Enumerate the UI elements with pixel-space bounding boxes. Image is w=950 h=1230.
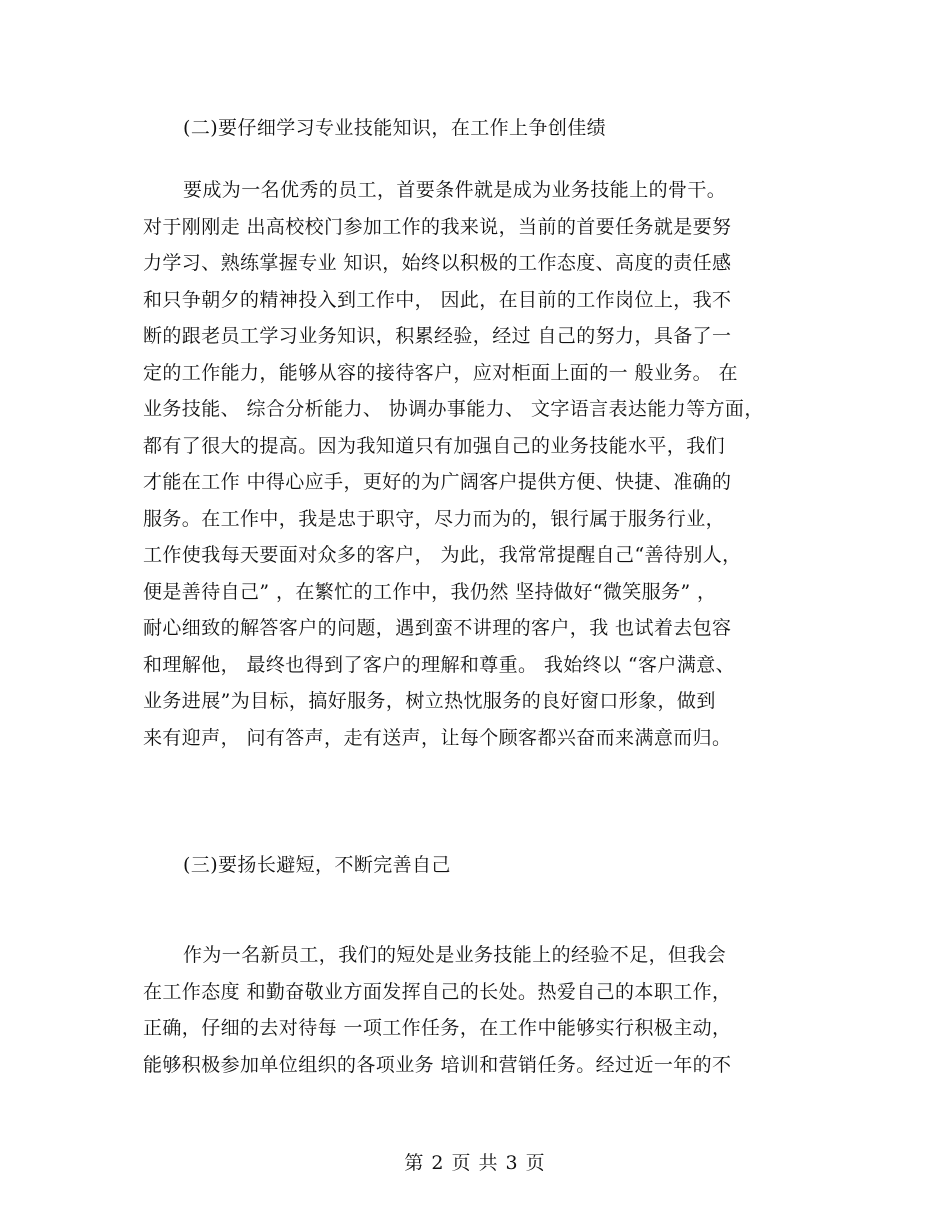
paragraph-line: 在工作态度 和勤奋敬业方面发挥自己的长处。热爱自己的本职工作， <box>143 980 732 1003</box>
section-heading-3: (三)要扬长避短，不断完善自己 <box>183 854 451 876</box>
paragraph-line: 能够积极参加单位组织的各项业务 培训和营销任务。经过近一年的不 <box>143 1053 732 1076</box>
paragraph-line: 对于刚刚走 出高校校门参加工作的我来说，当前的首要任务就是要努 <box>143 215 732 238</box>
paragraph-line: 工作使我每天要面对众多的客户， 为此，我常常提醒自己“善待别人， <box>143 544 742 566</box>
paragraph-line: 便是善待自己” ，在繁忙的工作中，我仍然 坚持做好“微笑服务” ， <box>143 580 717 603</box>
paragraph-line: 作为一名新员工，我们的短处是业务技能上的经验不足，但我会 <box>183 944 727 966</box>
paragraph-line: 业务技能、 综合分析能力、 协调办事能力、 文字语言表达能力等方面， <box>143 398 764 420</box>
page-number-label: 第 2 页 共 3 页 <box>404 1152 546 1174</box>
paragraph-line: 正确，仔细的去对待每 一项工作任务，在工作中能够实行积极主动， <box>143 1017 732 1039</box>
paragraph-line: 断的跟老员工学习业务知识，积累经验，经过 自己的努力，具备了一 <box>143 325 732 347</box>
paragraph-line: 都有了很大的提高。因为我知道只有加强自己的业务技能水平，我们 <box>143 434 726 457</box>
paragraph-line: 和只争朝夕的精神投入到工作中， 因此，在目前的工作岗位上，我不 <box>143 288 732 311</box>
paragraph-line: 来有迎声， 问有答声，走有送声，让每个顾客都兴奋而来满意而归。 <box>143 726 732 749</box>
paragraph-line: 才能在工作 中得心应手，更好的为广阔客户提供方便、快捷、准确的 <box>143 471 732 493</box>
section-heading-2: (二)要仔细学习专业技能知识，在工作上争创佳绩 <box>183 117 607 139</box>
paragraph-line: 力学习、熟练掌握专业 知识，始终以积极的工作态度、高度的责任感 <box>143 252 732 274</box>
paragraph-line: 要成为一名优秀的员工，首要条件就是成为业务技能上的骨干。 <box>183 179 727 201</box>
paragraph-line: 业务进展”为目标，搞好服务，树立热忱服务的良好窗口形象，做到 <box>143 690 716 712</box>
paragraph-line: 和理解他， 最终也得到了客户的理解和尊重。 我始终以 “客户满意、 <box>143 653 736 676</box>
page-footer <box>0 1148 950 1175</box>
paragraph-line: 耐心细致的解答客户的问题，遇到蛮不讲理的客户，我 也试着去包容 <box>143 617 732 639</box>
paragraph-line: 定的工作能力，能够从容的接待客户，应对柜面上面的一 般业务。 在 <box>143 361 738 384</box>
paragraph-line: 服务。在工作中，我是忠于职守，尽力而为的，银行属于服务行业， <box>143 507 726 530</box>
section-2-paragraph <box>143 172 828 756</box>
section-3-paragraph <box>143 937 828 1083</box>
